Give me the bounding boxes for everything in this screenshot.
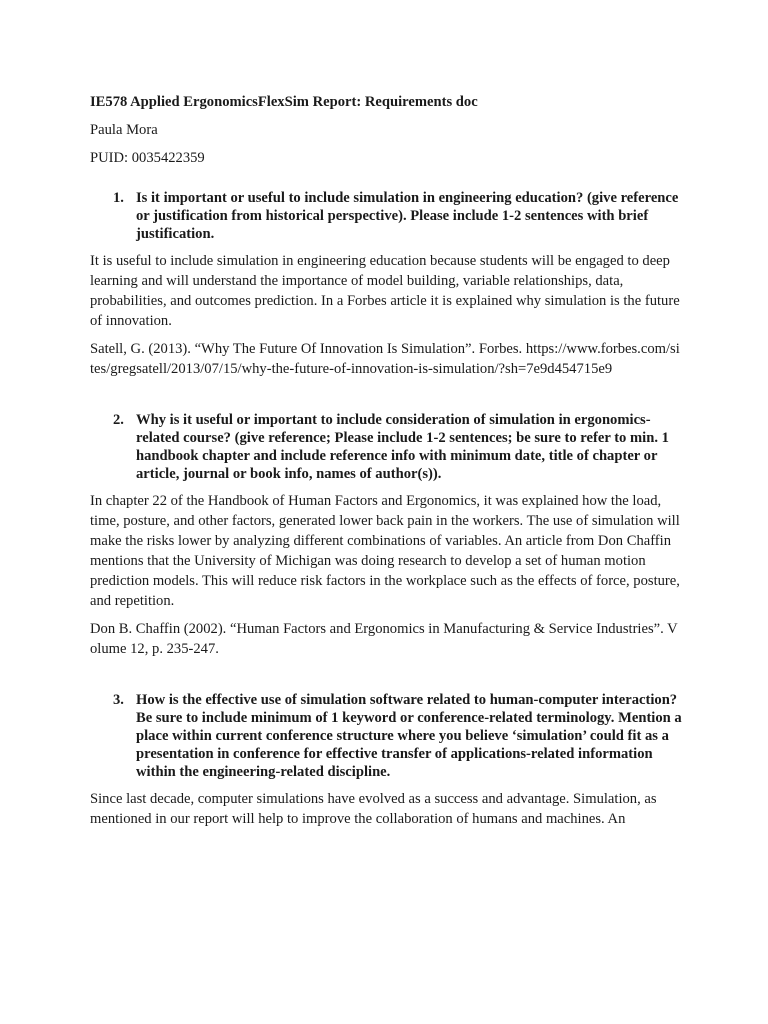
question-1 [90, 189, 682, 243]
puid-line: PUID: 0035422359 [90, 150, 205, 166]
reference-citation: Don B. Chaffin (2002). “Human Factors and Ergonomics in Manufacturing & Service Industries”. Volume 12, p. 235-247. [90, 621, 678, 657]
question-number: 2. [113, 412, 124, 428]
document-body [90, 92, 682, 837]
question-text: Why is it useful or important to include consideration of simulation in ergonomics-related course? (give reference; Please include 1-2 sentences; be sure to refer to min. 1 handbook chapter and include reference info with minimum date, title of chapter or article, journal or book info, names of author(s)). [136, 412, 669, 482]
question-number: 3. [113, 692, 124, 708]
question-number: 1. [113, 190, 124, 206]
question-text: How is the effective use of simulation software related to human-computer interaction? Be sure to include minimum of 1 keyword or conference-related terminology. Mention a place within current conference structure where you believe ‘simulation’ could fit as a presentation in conference for effective transfer of applications-related information within the engineering-related discipline. [136, 692, 682, 780]
answer-paragraph: In chapter 22 of the Handbook of Human Factors and Ergonomics, it was explained how the load, time, posture, and other factors, generated lower back pain in the workers. The use of simulation will make the risks lower by analyzing different combinations of variables. An article from Don Chaffin mentions that the University of Michigan was doing research to develop a set of human motion prediction models. This will reduce risk factors in the workplace such as the effects of force, posture, and repetition. [90, 493, 680, 609]
question-3 [90, 691, 682, 781]
answer-paragraph: Since last decade, computer simulations have evolved as a success and advantage. Simulation, as mentioned in our report will help to improve the collaboration of humans and machines. An [90, 791, 657, 827]
question-text: Is it important or useful to include simulation in engineering education? (give reference or justification from historical perspective). Please include 1-2 sentences with brief justification. [136, 190, 679, 242]
author-name: Paula Mora [90, 122, 158, 138]
reference-citation: Satell, G. (2013). “Why The Future Of Innovation Is Simulation”. Forbes. https://www.forbes.com/sites/gregsatell/2013/07/15/why-the-future-of-innovation-is-simulation/?sh=7e9d454715e9 [90, 341, 680, 377]
question-2 [90, 411, 682, 483]
document-title: IE578 Applied ErgonomicsFlexSim Report: Requirements doc [90, 94, 478, 110]
answer-paragraph: It is useful to include simulation in engineering education because students will be engaged to deep learning and will understand the importance of model building, variable relationships, data, probabilities, and outcomes prediction. In a Forbes article it is explained why simulation is the future of innovation. [90, 253, 680, 329]
